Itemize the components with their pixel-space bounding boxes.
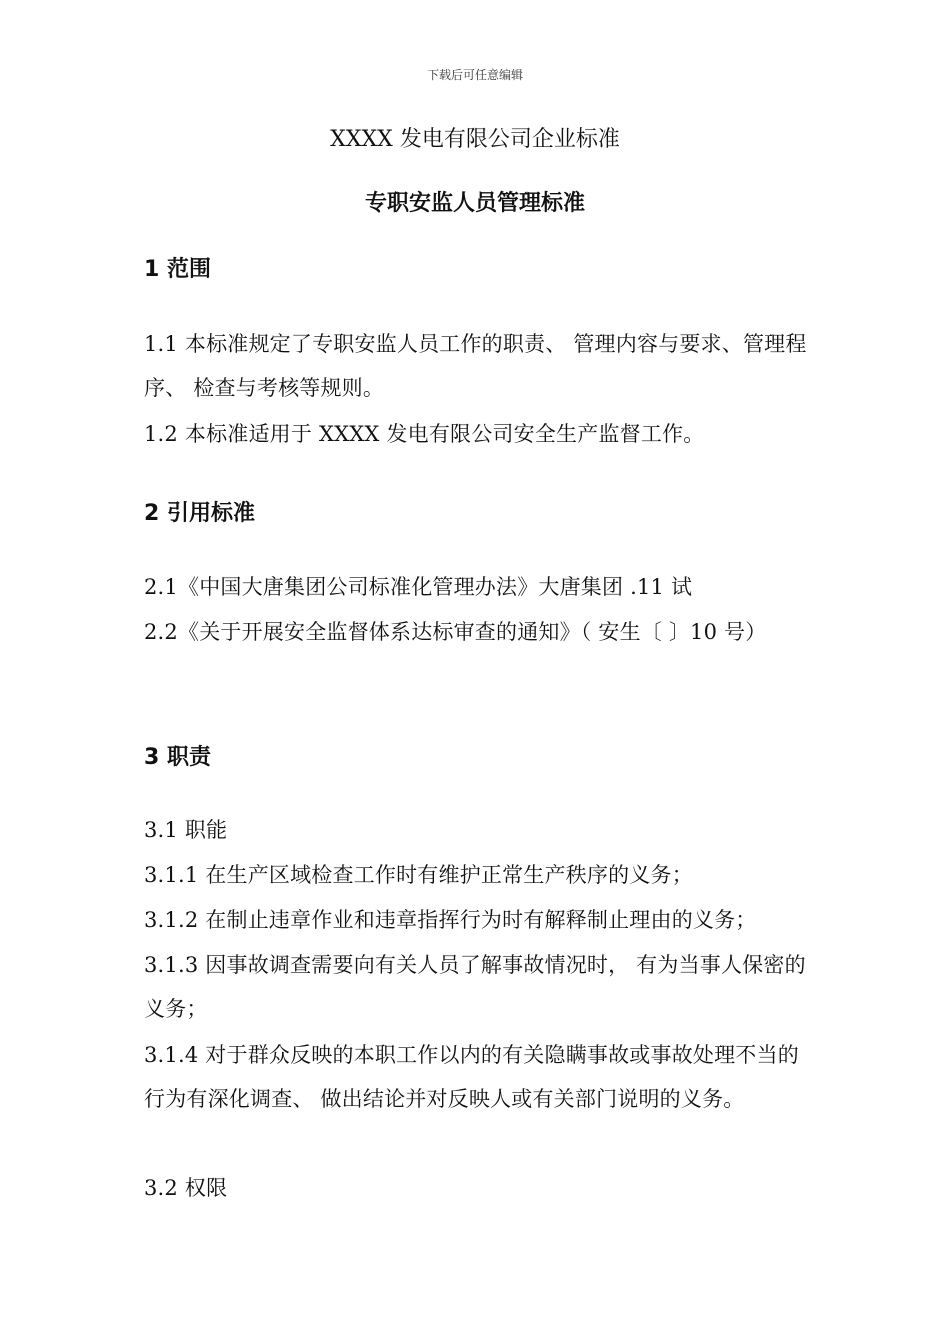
section-heading-scope: 1 范围 bbox=[144, 257, 211, 282]
document-title: 专职安监人员管理标准 bbox=[364, 191, 585, 216]
paragraph-3-1-4: 3.1.4 对于群众反映的本职工作以内的有关隐瞒事故或事故处理不当的行为有深化调查、 做出结论并对反映人或有关部门说明的义务。 bbox=[144, 1043, 799, 1111]
org-title: XXXX 发电有限公司企业标准 bbox=[330, 127, 620, 152]
section-heading-references: 2 引用标准 bbox=[144, 501, 255, 526]
paragraph-3-1-1: 3.1.1 在生产区域检查工作时有维护正常生产秩序的义务； bbox=[144, 863, 693, 887]
paragraph-3-1-3: 3.1.3 因事故调查需要向有关人员了解事故情况时， 有为当事人保密的义务； bbox=[144, 953, 806, 1021]
paragraph-3-1-2: 3.1.2 在制止违章作业和违章指挥行为时有解释制止理由的义务； bbox=[144, 908, 757, 932]
paragraph-1-1: 1.1 本标准规定了专职安监人员工作的职责、 管理内容与要求、管理程序、 检查与考核等规则。 bbox=[144, 332, 807, 400]
paragraph-2-2: 2.2《关于开展安全监督体系达标审查的通知》（ 安生〔 〕10 号） bbox=[144, 620, 767, 644]
section-heading-duties: 3 职责 bbox=[144, 745, 211, 770]
paragraph-3-1: 3.1 职能 bbox=[144, 818, 228, 842]
paragraph-1-2: 1.2 本标准适用于 XXXX 发电有限公司安全生产监督工作。 bbox=[144, 422, 705, 446]
header-note: 下载后可任意编辑 bbox=[426, 68, 523, 82]
paragraph-3-2: 3.2 权限 bbox=[144, 1176, 228, 1200]
paragraph-2-1: 2.1《中国大唐集团公司标准化管理办法》大唐集团 .11 试 bbox=[144, 575, 693, 599]
